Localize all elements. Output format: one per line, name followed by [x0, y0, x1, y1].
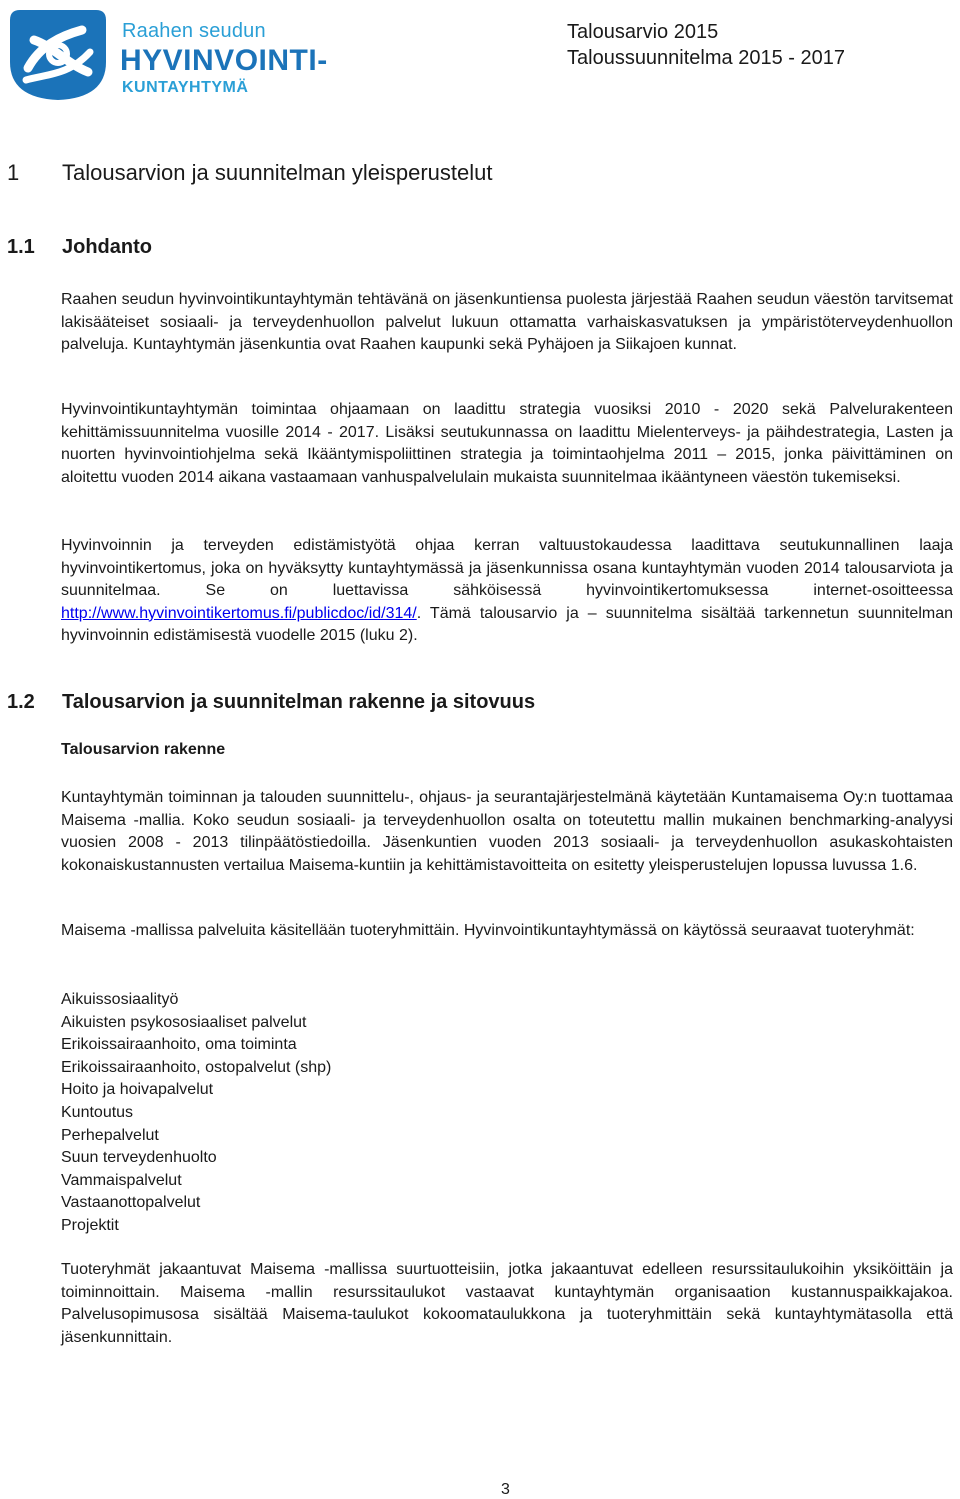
- section-title: Talousarvion ja suunnitelman yleisperustelut: [62, 160, 493, 185]
- section-number: 1.2: [7, 691, 35, 713]
- logo-text-name: HYVINVOINTI-: [120, 44, 328, 77]
- paragraph-product-groups-intro: Maisema -mallissa palveluita käsitellään tuoteryhmittäin. Hyvinvointikuntayhtymässä on käytössä seuraavat tuoteryhmät:: [61, 922, 915, 939]
- page-number: 3: [501, 1481, 510, 1498]
- list-item: Aikuisten psykososiaaliset palvelut: [61, 1013, 307, 1031]
- logo-text-region: Raahen seudun: [122, 20, 266, 42]
- product-group-list: [61, 989, 331, 1238]
- logo-text-type: KUNTAYHTYMÄ: [122, 79, 249, 96]
- subheading-budget-structure: Talousarvion rakenne: [61, 741, 226, 758]
- list-item: Vammaispalvelut: [61, 1171, 182, 1189]
- paragraph-text-before-link: Hyvinvoinnin ja terveyden edistämistyötä ohjaa kerran valtuustokaudessa laadittava seutukunnallinen laaja hyvinvointikertomus, joka on hyväksytty kuntayhtymässä ja jäsenkunnissa osana kuntayhtymän vuoden 2014 talousarviota ja suunnitelmaa. Se on luettavissa sähköisessä hyvinvointikertomuksessa internet-osoitteessa: [61, 537, 953, 599]
- header-plan-title: Taloussuunnitelma 2015 - 2017: [567, 47, 845, 69]
- paragraph-product-groups-detail: Tuoteryhmät jakaantuvat Maisema -mallissa suurtuotteisiin, jotka jakaantuvat edelleen resurssitaulukoihin yksiköittäin ja toiminnoittain. Maisema -mallin resurssitaulukot vastaavat kuntayhtymän organisaation kustannuspaikkajakoa. Palvelusopimusosa sisältää Maisema-taulukot kokoomataulukkona ja tuoteryhmittäin sekä kuntayhtymätasolla että jäsenkunnittain.: [61, 1261, 953, 1346]
- list-item: Kuntoutus: [61, 1103, 134, 1121]
- document-header: [567, 19, 845, 71]
- section-title: Talousarvion ja suunnitelman rakenne ja sitovuus: [62, 691, 536, 713]
- paragraph-strategy: Hyvinvointikuntayhtymän toimintaa ohjaamaan on laadittu strategia vuosiksi 2010 - 2020 sekä Palvelurakenteen kehittämissuunnitelma vuosille 2014 - 2017. Lisäksi seutukunnassa on laadittu Mielenterveys- ja päihdestrategia, Lasten ja nuorten hyvinvointiohjelma sekä Ikääntymispoliittinen strategia ja toimintaohjelma 2011 – 2015, jonka päivittäminen on aloitettu vuoden 2014 aikana vastaamaan vanhuspalvelulain mukaista suunnitelmaa ikääntyneen väestön tukemiseksi.: [61, 401, 953, 486]
- list-item: Suun terveydenhuolto: [61, 1149, 217, 1167]
- list-item: Projektit: [61, 1216, 119, 1234]
- section-number: 1: [7, 160, 20, 185]
- list-item: Erikoissairaanhoito, ostopalvelut (shp): [61, 1058, 332, 1076]
- list-item: Erikoissairaanhoito, oma toiminta: [61, 1036, 297, 1054]
- paragraph-maisema-model: Kuntayhtymän toiminnan ja talouden suunnittelu-, ohjaus- ja seurantajärjestelmänä käytetään Kuntamaisema Oy:n tuottamaa Maisema -mallia. Koko seudun sosiaali- ja terveydenhuollon osalta on toteutettu mallin mukainen benchmarking-analyysi vuosien 2008 - 2013 tilinpäätöstiedoilla. Jäsenkuntien vuoden 2013 sosiaali- ja terveydenhuollon asukaskohtaisten kokonaiskustannusten vertailua Maisema-kuntiin ja kehittämistavoitteita on esitetty yleisperustelujen lopussa luvussa 1.6.: [61, 789, 953, 874]
- paragraph-introduction: Raahen seudun hyvinvointikuntayhtymän tehtävänä on jäsenkuntiensa puolesta järjestää Raahen seudun väestön tarvitsemat lakisääteiset sosiaali- ja terveydenhuollon palvelut lukuun ottamatta varhaiskasvatuksen ja ympäristöterveydenhuollon palveluja. Kuntayhtymän jäsenkuntia ovat Raahen kaupunki sekä Pyhäjoen ja Siikajoen kunnat.: [61, 291, 953, 353]
- paragraph-wellbeing-report: [61, 535, 953, 648]
- header-budget-title: Talousarvio 2015: [567, 21, 719, 43]
- organization-logo: [6, 6, 336, 102]
- wellbeing-report-link[interactable]: http://www.hyvinvointikertomus.fi/publicdoc/id/314/: [61, 604, 417, 622]
- section-number: 1.1: [7, 236, 35, 258]
- list-item: Aikuissosiaalityö: [61, 991, 179, 1008]
- section-1-2-heading: [7, 691, 535, 714]
- list-item: Hoito ja hoivapalvelut: [61, 1081, 214, 1099]
- section-1-heading: [7, 160, 492, 186]
- list-item: Perhepalvelut: [61, 1126, 159, 1144]
- list-item: Vastaanottopalvelut: [61, 1194, 201, 1212]
- knot-logo-icon: [6, 6, 110, 102]
- paragraph-text-after-link: . Tämä talousarvio ja – suunnitelma sisältää tarkennetun suunnitelman hyvinvoinnin edistämisestä vuodelle 2015 (luku 2).: [61, 604, 953, 644]
- section-1-1-heading: [7, 236, 152, 259]
- section-title: Johdanto: [62, 236, 152, 258]
